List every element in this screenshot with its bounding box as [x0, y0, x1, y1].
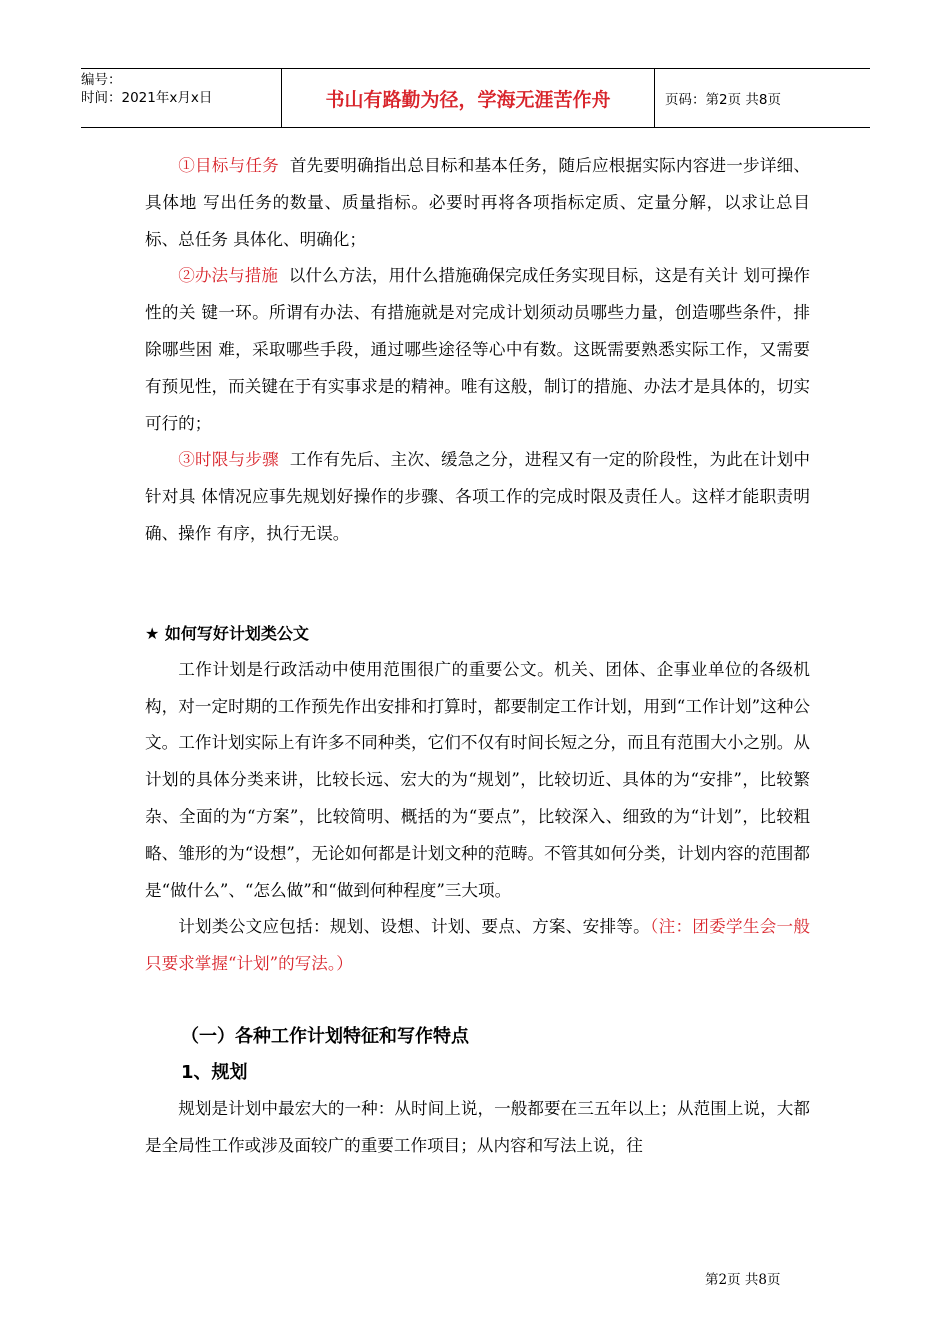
header-motto: 书山有路勤为径，学海无涯苦作舟: [281, 69, 655, 127]
page-footer: 第2页 共8页: [705, 1272, 781, 1288]
paragraph-timeline: [145, 442, 810, 552]
types-text: 计划类公文应包括：规划、设想、计划、要点、方案、安排等。: [178, 917, 651, 937]
paragraph-methods: [145, 258, 810, 442]
star-heading: ★ 如何写好计划类公文: [145, 623, 309, 643]
methods-heading: ②办法与措施: [178, 266, 279, 286]
date-label: 时间：2021年x月x日: [81, 90, 213, 106]
page-header: [81, 68, 870, 128]
goals-text: 首先要明确指出总目标和基本任务，随后应根据实际内容进一步详细、具体地 写出任务的数量、质量指标。必要时再将各项指标定质、定量分解，以求让总目标、总任务 具体化、明确化；: [145, 156, 810, 249]
methods-text: 以什么方法，用什么措施确保完成任务实现目标，这是有关计 划可操作性的关 键一环。所谓有办法、有措施就是对完成计划须动员哪些力量，创造哪些条件，排除哪些困 难，采取哪些手段，通过哪些途径等心中有数。这既需要熟悉实际工作，又需要有预见性，而关键在于有实事求是的精神。唯有这般，制订的措施、办法才是具体的，切实可行的；: [145, 266, 810, 433]
document-body: [145, 148, 810, 1165]
timeline-heading: ③时限与步骤: [178, 450, 279, 470]
timeline-text: 工作有先后、主次、缓急之分，进程又有一定的阶段性，为此在计划中针对具 体情况应事先规划好操作的步骤、各项工作的完成时限及责任人。这样才能职责明确、操作 有序，执行无误。: [145, 450, 810, 543]
paragraph-intro: 工作计划是行政活动中使用范围很广的重要公文。机关、团体、企事业单位的各级机构，对一定时期的工作预先作出安排和打算时，都要制定工作计划，用到“工作计划”这种公文。工作计划实际上有许多不同种类，它们不仅有时间长短之分，而且有范围大小之别。从计划的具体分类来讲，比较长远、宏大的为“规划”，比较切近、具体的为“安排”，比较繁杂、全面的为“方案”，比较简明、概括的为“要点”，比较深入、细致的为“计划”，比较粗略、雏形的为“设想”，无论如何都是计划文种的范畴。不管其如何分类，计划内容的范围都是“做什么”、“怎么做”和“做到何种程度”三大项。: [145, 659, 810, 900]
paragraph-types: [145, 909, 810, 983]
paragraph-goals: [145, 148, 810, 258]
paragraph-planning: 规划是计划中最宏大的一种：从时间上说，一般都要在三五年以上；从范围上说，大都是全局性工作或涉及面较广的重要工作项目；从内容和写法上说，往: [145, 1098, 810, 1155]
header-page-info: 页码：第2页 共8页: [665, 92, 781, 108]
number-label: 编号：: [81, 72, 122, 88]
goals-heading: ①目标与任务: [178, 156, 279, 175]
header-meta: [81, 69, 281, 127]
sub-title: 1、规划: [181, 1061, 248, 1083]
types-note: （注：团委学生会一般只要求掌握“计划”的写法。）: [145, 917, 811, 974]
section-title: （一）各种工作计划特征和写作特点: [181, 1025, 469, 1047]
